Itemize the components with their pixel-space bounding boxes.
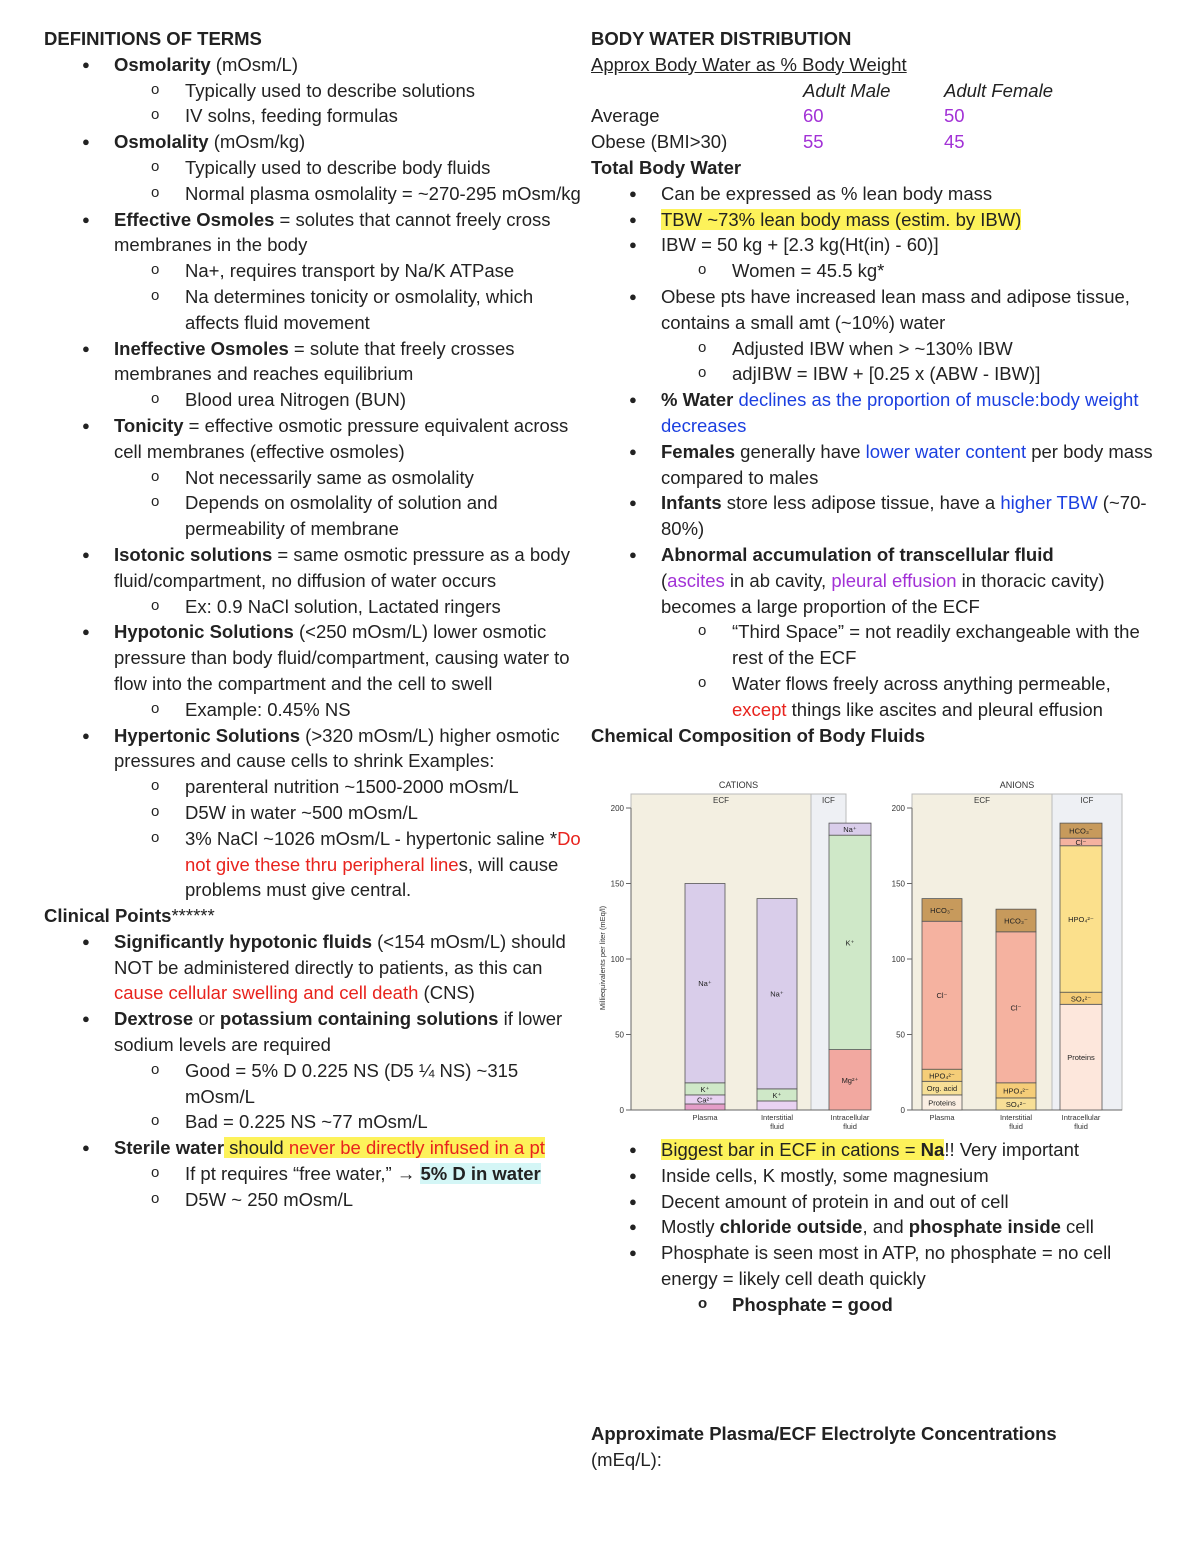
y-tick-label-1-100: 100 — [891, 955, 905, 964]
bar-label-0-0-2: K⁺ — [700, 1084, 710, 1094]
y-tick-label-0-100: 100 — [610, 955, 624, 964]
bar-label-1-2-3: Cl⁻ — [1075, 837, 1087, 847]
bar-label-1-1-1: HPO₄²⁻ — [1003, 1086, 1029, 1096]
water-percent-item: ● % Water declines as the proportion of muscle:body weight decreases — [591, 387, 1161, 439]
clinical-point-3-sub-1: o If pt requires “free water,” → 5% D in water — [44, 1161, 584, 1187]
bar-label-1-0-1: Org. acid — [926, 1084, 958, 1094]
bar-label-1-0-0: Proteins — [928, 1098, 956, 1108]
y-tick-label-1-0: 0 — [900, 1106, 905, 1115]
tonicity-sub-2: o Depends on osmolality of solution and permeability of membrane — [44, 490, 584, 542]
y-axis-label-0: Milliequivalents per liter (mEq/l) — [598, 905, 607, 1011]
group-label-ecf-1: ECF — [974, 796, 990, 805]
approx-unit: (mEq/L): — [591, 1448, 662, 1470]
bar-label-1-2-4: HCO₃⁻ — [1069, 826, 1093, 836]
osmolarity-sub-2: o IV solns, feeding formulas — [44, 103, 584, 129]
isotonic-sub-1: o Ex: 0.9 NaCl solution, Lactated ringers — [44, 594, 584, 620]
right-column-lower — [591, 1137, 1161, 1318]
bar-label-1-0-2: HPO₄²⁻ — [929, 1071, 955, 1081]
tbw-item-3-sub: o Women = 45.5 kg* — [591, 258, 1161, 284]
hypotonic-sub-1: o Example: 0.45% NS — [44, 697, 584, 723]
group-label-ecf-0: ECF — [713, 796, 729, 805]
chem-point-2: ● Inside cells, K mostly, some magnesium — [591, 1163, 1161, 1189]
chem-point-5-sub: o Phosphate = good — [591, 1292, 1161, 1318]
effective-sub-1: o Na+, requires transport by Na/K ATPase — [44, 258, 584, 284]
clinical-point-2-sub-2: o Bad = 0.225 NS ~77 mOsm/L — [44, 1109, 584, 1135]
osmolality-sub-2: o Normal plasma osmolality = ~270-295 mOsm/kg — [44, 181, 584, 207]
infants-item: ● Infants store less adipose tissue, have a higher TBW (~70-80%) — [591, 490, 1161, 542]
approx-heading: Approximate Plasma/ECF Electrolyte Concentrations — [591, 1423, 1057, 1444]
tbw-item-2: ● TBW ~73% lean body mass (estim. by IBW) — [591, 207, 1161, 233]
tbw-item-4-sub-2: o adjIBW = IBW + [0.25 x (ABW - IBW)] — [591, 361, 1161, 387]
osmolarity-item: ● Osmolarity (mOsm/L) — [44, 52, 584, 78]
bar-label-0-0-1: Ca²⁺ — [696, 1095, 714, 1105]
clinical-point-2-sub-1: o Good = 5% D 0.225 NS (D5 ¼ NS) ~315 mOsm/L — [44, 1058, 584, 1110]
ineffective-sub-1: o Blood urea Nitrogen (BUN) — [44, 387, 584, 413]
chem-point-4: ● Mostly chloride outside, and phosphate inside cell — [591, 1214, 1161, 1240]
water-table-header — [591, 78, 1161, 104]
category-label-0-2-1: fluid — [843, 1122, 857, 1131]
bar-label-0-2-0: Mg²⁺ — [841, 1075, 859, 1085]
tbw-item-1: ● Can be expressed as % lean body mass — [591, 181, 1161, 207]
right-column — [591, 26, 1161, 748]
approx-section — [591, 1421, 1161, 1473]
chemical-composition-chart — [591, 776, 1131, 1138]
bar-label-1-0-3: Cl⁻ — [936, 991, 948, 1001]
bar-label-0-1-2: Na⁺ — [770, 989, 784, 999]
category-label-1-1-0: Interstitial — [999, 1113, 1033, 1122]
chem-point-5: ● Phosphate is seen most in ATP, no phosphate = no cell energy = likely cell death quickly — [591, 1240, 1161, 1292]
category-label-0-1-0: Interstitial — [760, 1113, 794, 1122]
abnormal-accumulation-item: ● Abnormal accumulation of transcellular fluid (ascites in ab cavity, pleural effusion in thoracic cavity) becomes a large proportion of the ECF — [591, 542, 1161, 619]
hypertonic-item: ● Hypertonic Solutions (>320 mOsm/L) higher osmotic pressures and cause cells to shrink Examples: — [44, 723, 584, 775]
tbw-item-4-sub-1: o Adjusted IBW when > ~130% IBW — [591, 336, 1161, 362]
y-tick-label-1-50: 50 — [896, 1030, 905, 1040]
bar-label-1-2-1: SO₄²⁻ — [1070, 994, 1092, 1004]
bar-0-0-seg-0 — [685, 1104, 725, 1110]
group-label-icf-1: ICF — [1080, 796, 1094, 805]
bar-label-1-2-2: HPO₄²⁻ — [1068, 914, 1094, 924]
bar-label-1-1-3: HCO₃⁻ — [1004, 916, 1028, 926]
bar-label-0-1-1: K⁺ — [772, 1090, 782, 1100]
y-tick-label-0-0: 0 — [619, 1106, 624, 1115]
isotonic-item: ● Isotonic solutions = same osmotic pressure as a body fluid/compartment, no diffusion of water occurs — [44, 542, 584, 594]
water-row-average: Average 60 50 — [591, 105, 965, 127]
tonicity-sub-1: o Not necessarily same as osmolality — [44, 465, 584, 491]
category-label-1-0-0: Plasma — [929, 1113, 955, 1122]
clinical-point-3: ● Sterile water should never be directly infused in a pt — [44, 1135, 584, 1161]
bar-label-1-0-4: HCO₃⁻ — [930, 905, 954, 915]
definitions-heading: DEFINITIONS OF TERMS — [44, 28, 262, 49]
col-adult-male: Adult Male — [803, 79, 891, 101]
chemical-composition-heading: Chemical Composition of Body Fluids — [591, 724, 926, 746]
hypertonic-sub-2: o D5W in water ~500 mOsm/L — [44, 800, 584, 826]
clinical-points-heading: Clinical Points****** — [44, 905, 215, 927]
bar-label-0-2-1: K⁺ — [845, 938, 855, 948]
y-tick-label-0-150: 150 — [610, 879, 624, 889]
hypotonic-item: ● Hypotonic Solutions (<250 mOsm/L) lower osmotic pressure than body fluid/compartment, causing water to flow into the compartment and the cell to swell — [44, 619, 584, 696]
group-label-icf-0: ICF — [822, 796, 835, 805]
hypertonic-sub-1: o parenteral nutrition ~1500-2000 mOsm/L — [44, 774, 584, 800]
osmolality-item: ● Osmolality (mOsm/kg) — [44, 129, 584, 155]
effective-osmoles-item: ● Effective Osmoles = solutes that cannot freely cross membranes in the body — [44, 207, 584, 259]
tbw-item-3: ● IBW = 50 kg + [2.3 kg(Ht(in) - 60)] — [591, 232, 1161, 258]
water-row-obese: Obese (BMI>30) 55 45 — [591, 131, 965, 153]
category-label-0-1-1: fluid — [770, 1122, 784, 1131]
category-label-0-0-0: Plasma — [692, 1113, 718, 1122]
bar-label-0-0-3: Na⁺ — [698, 979, 712, 989]
category-label-1-1-1: fluid — [1009, 1122, 1023, 1131]
body-water-heading: BODY WATER DISTRIBUTION — [591, 28, 852, 49]
category-label-0-2-0: Intracellular — [830, 1113, 870, 1122]
tbw-item-4: ● Obese pts have increased lean mass and adipose tissue, contains a small amt (~10%) water — [591, 284, 1161, 336]
clinical-point-3-sub-2: o D5W ~ 250 mOsm/L — [44, 1187, 584, 1213]
bar-0-1-seg-0 — [757, 1101, 797, 1110]
left-column — [44, 26, 584, 1213]
clinical-point-1: ● Significantly hypotonic fluids (<154 mOsm/L) should NOT be administered directly to patients, as this can cause cellular swelling and cell death (CNS) — [44, 929, 584, 1006]
tonicity-item: ● Tonicity = effective osmotic pressure equivalent across cell membranes (effective osmoles) — [44, 413, 584, 465]
y-tick-label-1-150: 150 — [891, 879, 905, 889]
y-tick-label-0-50: 50 — [615, 1030, 624, 1040]
col-adult-female: Adult Female — [944, 79, 1053, 101]
ineffective-osmoles-item: ● Ineffective Osmoles = solute that freely crosses membranes and reaches equilibrium — [44, 336, 584, 388]
third-space-sub-1: o “Third Space” = not readily exchangeable with the rest of the ECF — [591, 619, 1161, 671]
chem-point-1: ● Biggest bar in ECF in cations = Na!! Very important — [591, 1137, 1161, 1163]
category-label-1-2-1: fluid — [1074, 1122, 1088, 1131]
category-label-1-2-0: Intracellular — [1061, 1113, 1101, 1122]
hypertonic-sub-3: o 3% NaCl ~1026 mOsm/L - hypertonic saline *Do not give these thru peripheral lines, will cause problems must give central. — [44, 826, 584, 903]
bar-label-1-1-2: Cl⁻ — [1010, 1003, 1022, 1013]
bar-label-1-1-0: SO₄²⁻ — [1005, 1099, 1027, 1109]
clinical-point-2: ● Dextrose or potassium containing solutions if lower sodium levels are required — [44, 1006, 584, 1058]
y-tick-label-1-200: 200 — [891, 804, 905, 813]
y-tick-label-0-200: 200 — [610, 804, 624, 813]
osmolarity-sub-1: o Typically used to describe solutions — [44, 78, 584, 104]
chart-title-1: ANIONS — [999, 780, 1035, 790]
osmolality-sub-1: o Typically used to describe body fluids — [44, 155, 584, 181]
females-item: ● Females generally have lower water content per body mass compared to males — [591, 439, 1161, 491]
tbw-heading: Total Body Water — [591, 156, 742, 178]
third-space-sub-2: o Water flows freely across anything permeable, except things like ascites and pleural effusion — [591, 671, 1161, 723]
bar-label-1-2-0: Proteins — [1067, 1053, 1095, 1063]
bar-label-0-2-2: Na⁺ — [843, 825, 857, 835]
chart-title-0: CATIONS — [718, 780, 759, 790]
chem-point-3: ● Decent amount of protein in and out of cell — [591, 1189, 1161, 1215]
effective-sub-2: o Na determines tonicity or osmolality, which affects fluid movement — [44, 284, 584, 336]
body-water-subheading: Approx Body Water as % Body Weight — [591, 53, 907, 75]
